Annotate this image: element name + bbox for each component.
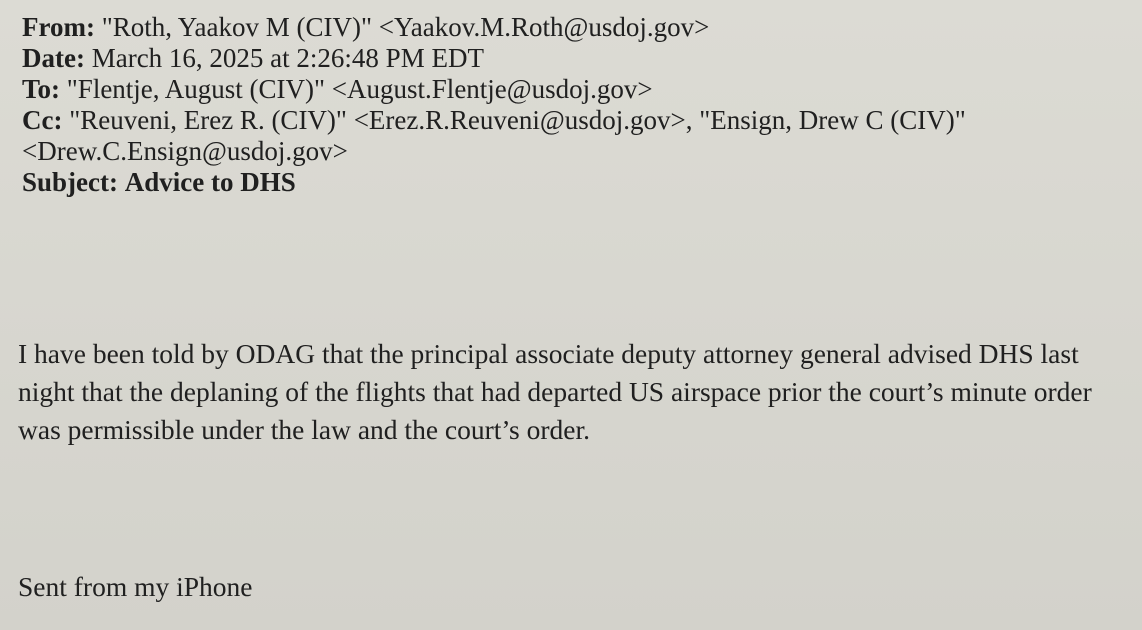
from-value: "Roth, Yaakov M (CIV)" <Yaakov.M.Roth@usdoj.gov> [101,12,710,42]
to-value: "Flentje, August (CIV)" <August.Flentje@usdoj.gov> [66,74,653,104]
cc-label: Cc: [22,105,63,135]
date-line [22,43,1127,74]
from-line [22,12,1127,43]
subject-line [22,167,1127,198]
to-line [22,74,1127,105]
subject-label: Subject: [22,167,118,197]
date-value: March 16, 2025 at 2:26:48 PM EDT [91,43,484,73]
date-label: Date: [22,43,85,73]
from-label: From: [22,12,95,42]
to-label: To: [22,74,61,104]
subject-value: Advice to DHS [124,167,296,197]
email-signature: Sent from my iPhone [18,571,253,602]
email-header [22,12,1127,198]
cc-line [22,105,1127,167]
email-body: I have been told by ODAG that the principal associate deputy attorney general advised DHS last night that the deplaning of the flights that had departed US airspace prior the court’s minute order was permissible under the law and the court’s order. [18,338,1092,445]
cc-value: "Reuveni, Erez R. (CIV)" <Erez.R.Reuveni@usdoj.gov>, "Ensign, Drew C (CIV)" <Drew.C.Ensign@usdoj.gov> [22,105,966,166]
